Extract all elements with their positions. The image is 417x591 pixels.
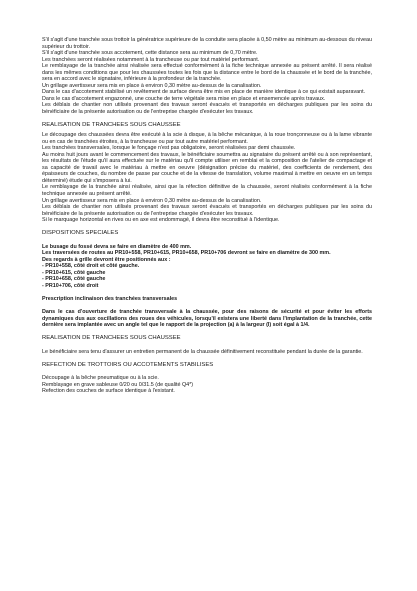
prescription-title: Prescription inclinaison des tranchées transversales (42, 296, 178, 303)
paragraph: Remblayage en grave sableuse 0/20 ou 0/31.5 (de qualité Q4*) (42, 381, 194, 388)
paragraph: Le découpage des chaussées devra être exécuté à la scie à disque, à la bêche mécanique, à la roue tronçonneuse ou à la lame vibrante ou en cas de tranchées étroites, à la trancheuse ou par tout autre matériel performant. (42, 132, 372, 145)
paragraph: Si le marquage horizontal en rives ou en axe est endommagé, il devra être reconstitué à l'identique. (42, 217, 280, 224)
paragraph: Un grillage avertisseur sera mis en place à environ 0,30 mètre au-dessus de la canalisation. (42, 197, 262, 204)
regard-item: - PR10+706, côté droit (42, 283, 99, 289)
section-title: DISPOSITIONS SPECIALES (42, 230, 119, 237)
paragraph: Refection des couches de surface identique à l'existant. (42, 388, 175, 395)
paragraph: Le bénéficiaire sera tenu d'assurer un entretien permanent de la chaussée définitivement reconstituée pendant la durée de la garantie. (42, 348, 363, 355)
section-title: REALISATION DE TRANCHEES SOUS CHAUSSEE (42, 335, 181, 342)
paragraph: Un grillage avertisseur sera mis en place à environ 0,30 mètre au-dessus de la canalisation. (42, 82, 262, 89)
paragraph: Au moins huit jours avant le commencement des travaux, le bénéficiaire soumettra au signataire du présent arrêté ou à son représentant, les résultats de l'étude qu'il aura effectuée sur le matériau qu'il compte utiliser en remblai et la composition de l'atelier de compactage et sa capacité de travail avec le matériau à mettre en oeuvre (désignation précise du matériel, des coefficients de rendement, des épaisseurs de couches, du nombre de passe par couche et de la vitesse de translation, volume maximal à mettre en oeuvre en un temps déterminé) étude qui s'imposera à lui. (42, 151, 372, 184)
paragraph: Dans le cas d'accotement stabilisé un revêtement de surface devra être mis en place de manière identique à ce qui existait auparavant. (42, 89, 366, 96)
paragraph: Le remblayage de la tranchée ainsi réalisée, ainsi que la réfection définitive de la chaussée, seront réalisés conformément à la fiche technique annexée au présent arrêté. (42, 184, 372, 197)
paragraph: Le remblayage de la tranchée ainsi réalisée sera effectué conformément à la fiche technique annexée au présent arrêté. Il sera réalisé dans les mêmes conditions que pour les chaussées toutes les fois que la distance entre le bord de la chaussée et le bord de la tranchée, sera en accord avec le signataire, inférieure à la profondeur de la tranchée. (42, 63, 372, 83)
regard-item: - PR10+658, côté gauche (42, 276, 106, 283)
regard-item: - PR10+615, côté gauche (42, 269, 106, 276)
paragraph: Les déblais de chantier non utilisés provenant des travaux seront évacués et transportés en décharges publiques par les soins du bénéficiaire de la présente autorisation ou de l'entreprise chargée d'exécuter les travaux. (42, 102, 372, 116)
paragraph: Les tranchées transversales, lorsque le fonçage n'est pas obligatoire, seront réalisées par demi chaussée. (42, 145, 296, 152)
busage-paragraph: Le busage du fossé devra se faire en diamètre de 400 mm. (42, 243, 192, 250)
paragraph: Les tranchées seront réalisées notamment à la trancheuse ou par tout matériel performant. (42, 56, 260, 63)
prescription-paragraph: Dans le cas d'ouverture de tranchée transversale à la chaussée, pour des raisons de sécurité et pour éviter les efforts dynamiques dus aux oscillations des roues des véhicules, lorsqu'il existera une liberté dans l'implantation de la tranchée, cette dernière sera implantée avec un angle tel que le rapport de la projection (a) à la largeur (l) soit égal à 1/4. (42, 309, 372, 329)
paragraph: S'il s'agit d'une tranchée sous accotement, cette distance sera au minimum de 0,70 mètre. (42, 50, 258, 57)
paragraph: Découpage à la bêche pneumatique ou à la scie. (42, 375, 159, 382)
paragraph: Les déblais de chantier non utilisés provenant des travaux seront évacués et transportés en décharges publiques par les soins du bénéficiaire de la présente autorisation ou de l'entreprise chargée d'exécuter les travaux. (42, 204, 372, 217)
paragraph: S'il s'agit d'une tranchée sous trottoir la génératrice supérieure de la conduite sera placée à 0,50 mètre au minimum au-dessous du niveau supérieur du trottoir. (42, 37, 373, 50)
paragraph: Dans le cas d'accotement engazonné, une couche de terre végétale sera mise en place et ensemencée après travaux. (42, 95, 326, 102)
traversees-paragraph: Les traversées de routes au PR10+558, PR10+615, PR10+658, PR10+706 devront se faire en diamètre de 300 mm. (42, 250, 331, 257)
section-title: REFECTION DE TROTTOIRS OU ACCOTEMENTS STABILISES (42, 361, 214, 368)
regard-item: - PR10+558, côté droit et côté gauche. (42, 263, 140, 270)
document-body (42, 37, 372, 395)
section-title: REALISATION DE TRANCHEES SOUS CHAUSSEE (42, 122, 181, 129)
regards-intro: Des regards à grille devront être positionnés aux : (42, 256, 171, 263)
